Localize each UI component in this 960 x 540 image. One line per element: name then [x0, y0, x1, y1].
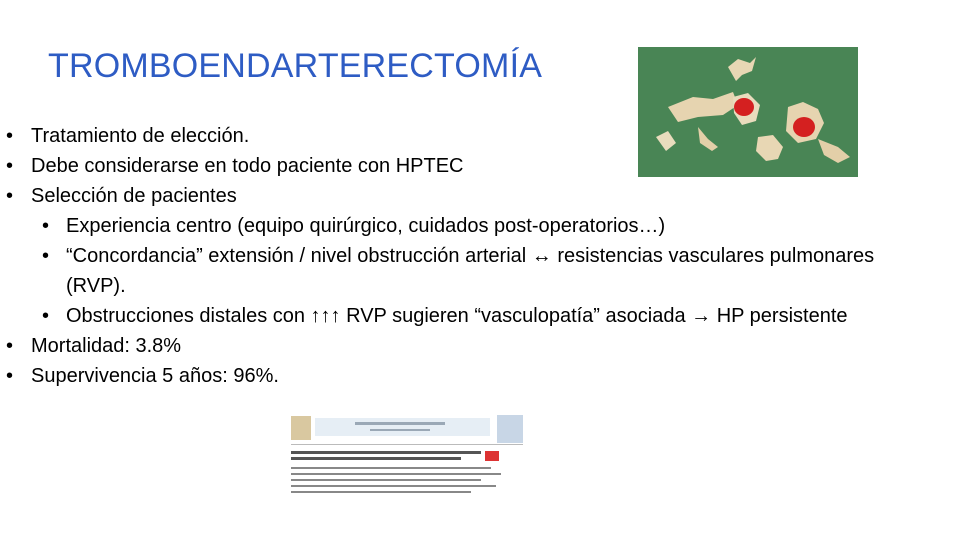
bullet-dot-icon: • [6, 155, 14, 177]
bullet-text: Obstrucciones distales con ↑↑↑ RVP sugieren “vasculopatía” asociada → HP persistente [66, 305, 848, 327]
bullet-dot-icon: • [6, 185, 14, 207]
bullet-text: “Concordancia” extensión / nivel obstrucción arterial ↔ resistencias vasculares pulmonares (RVP). [66, 245, 875, 297]
sub-bullet-item [6, 241, 886, 301]
bullet-text: Supervivencia 5 años: 96%. [31, 365, 279, 387]
bullet-text: Debe considerarse en todo paciente con HPTEC [31, 155, 464, 177]
bullet-text: Mortalidad: 3.8% [31, 335, 182, 357]
bullet-text: Tratamiento de elección. [31, 125, 250, 147]
bullet-dot-icon: • [42, 305, 50, 327]
bullet-dot-icon: • [42, 245, 50, 267]
bullet-item [6, 361, 886, 391]
bullet-dot-icon: • [6, 125, 14, 147]
bullet-item [6, 331, 886, 361]
sub-bullet-item [6, 211, 886, 241]
slide-title: TROMBOENDARTERECTOMÍA [48, 47, 543, 85]
sub-bullet-item [6, 301, 886, 331]
bullet-dot-icon: • [6, 335, 14, 357]
bullet-item [6, 181, 886, 211]
bullet-text: Selección de pacientes [31, 185, 237, 207]
bullet-dot-icon: • [6, 365, 14, 387]
journal-article-thumbnail [285, 413, 530, 508]
bullet-dot-icon: • [42, 215, 50, 237]
specimen-photo [638, 47, 858, 177]
bullet-text: Experiencia centro (equipo quirúrgico, cuidados post-operatorios…) [66, 215, 666, 237]
